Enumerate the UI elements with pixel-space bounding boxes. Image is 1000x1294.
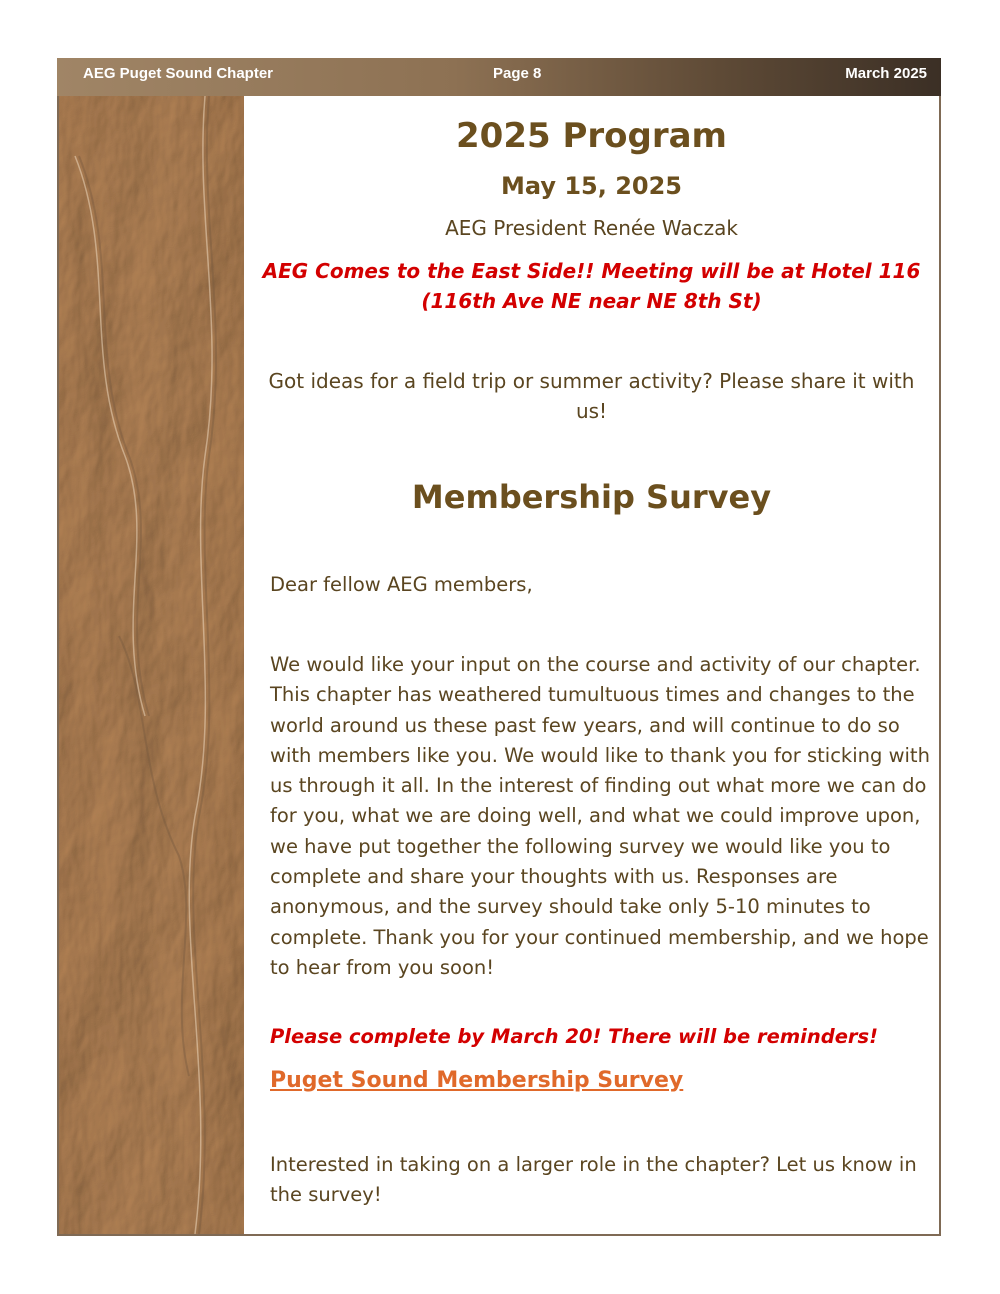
program-speaker: AEG President Renée Waczak xyxy=(445,216,738,240)
page-header xyxy=(57,58,941,96)
program-title: 2025 Program xyxy=(456,116,727,156)
survey-greeting: Dear fellow AEG members, xyxy=(270,573,533,596)
survey-title: Membership Survey xyxy=(411,478,772,516)
issue-date: March 2025 xyxy=(845,65,927,82)
program-date: May 15, 2025 xyxy=(500,172,682,200)
field-trip-ideas: Got ideas for a field trip or summer activity? Please share it with us! xyxy=(268,369,915,423)
venue-line-2: (116th Ave NE near NE 8th St) xyxy=(421,289,762,313)
chapter-name: AEG Puget Sound Chapter xyxy=(83,65,274,82)
survey-deadline: Please complete by March 20! There will be reminders! xyxy=(270,1025,879,1048)
survey-body: We would like your input on the course and activity of our chapter. This chapter has weathered tumultuous times and changes to the world around us these past few years, and will continue to do so with members like you. We would like to thank you for sticking with us through it all. In the interest of finding out what more we can do for you, what we are doing well, and what we could improve upon, we have put together the following survey we would like you to complete and share your thoughts with us. Responses are anonymous, and the survey should take only 5-10 minutes to complete. Thank you for your continued membership, and we hope to hear from you soon! xyxy=(270,653,930,979)
program-venue xyxy=(244,256,939,316)
page-number: Page 8 xyxy=(493,65,542,82)
page-frame xyxy=(57,96,941,1236)
larger-role-prompt: Interested in taking on a larger role in the chapter? Let us know in the survey! xyxy=(270,1153,917,1207)
venue-line-1: AEG Comes to the East Side!! Meeting will be at Hotel 116 xyxy=(262,259,921,283)
shaded-relief-image xyxy=(59,96,244,1234)
content-column xyxy=(244,96,939,1234)
survey-link[interactable]: Puget Sound Membership Survey xyxy=(270,1068,684,1093)
